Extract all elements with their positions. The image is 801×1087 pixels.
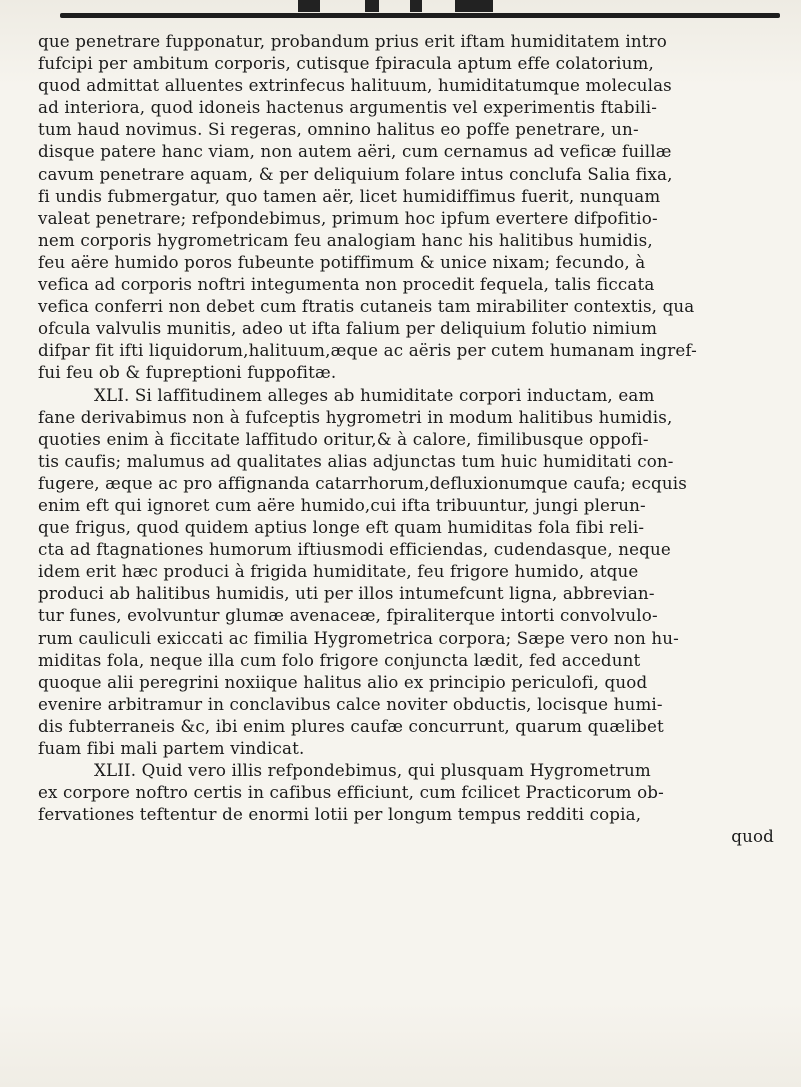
text-line: fuam fibi mali partem vindicat. [38,738,305,758]
section-heading-line: XLII. Quid vero illis refpondebimus, qui plusquam Hygrometrum [94,760,651,781]
text-line: quod admittat alluentes extrinfecus halituum, humiditatumque moleculas [38,75,672,96]
body-text [38,30,790,847]
text-line: fui feu ob & fupreptioni fuppofitæ. [38,362,337,383]
text-line: enim eft qui ignoret cum aëre humido,cui ifta tribuuntur, jungi plerun- [38,494,646,515]
text-line: fufcipi per ambitum corporis, cutisque fpiracula aptum effe colatorium, [38,53,654,74]
text-line: quoties enim à ficcitate laffitudo oritur,& à calore, fimilibusque oppofi- [38,428,649,449]
text-line: tum haud novimus. Si regeras, omnino halitus eo poffe penetrare, un- [38,119,639,140]
cropped-header-glyph [410,0,422,12]
text-line: nem corporis hygrometricam feu analogiam hanc his halitibus humidis, [38,229,653,250]
header-rule [60,13,780,18]
text-line: ex corpore noftro certis in cafibus efficiunt, cum fcilicet Practicorum ob- [38,782,664,803]
text-line: tis caufis; malumus ad qualitates alias adjunctas tum huic humiditati con- [38,450,674,471]
text-line: tur funes, evolvuntur glumæ avenaceæ, fpiraliterque intorti convolvulo- [38,605,658,626]
text-line: que penetrare fupponatur, probandum prius erit iftam humiditatem intro [38,31,667,51]
cropped-header-glyph [455,0,493,12]
text-line: cavum penetrare aquam, & per deliquium folare intus conclufa Salia fixa, [38,163,673,184]
text-line: que frigus, quod quidem aptius longe eft quam humiditas fola fibi reli- [38,517,645,538]
text-line: evenire arbitramur in conclavibus calce noviter obductis, locisque humi- [38,693,663,714]
text-line: cta ad ftagnationes humorum iftiusmodi efficiendas, cudendasque, neque [38,539,671,560]
text-line: quoque alii peregrini noxiique halitus alio ex principio periculofi, quod [38,671,648,692]
cropped-header-glyph [365,0,379,12]
text-line: idem erit hæc produci à frigida humiditate, feu frigore humido, atque [38,561,639,582]
catchword: quod [731,826,774,847]
text-line: produci ab halitibus humidis, uti per illos intumefcunt ligna, abbrevian- [38,583,655,604]
text-line: vefica ad corporis noftri integumenta non procedit fequela, talis ficcata [38,274,655,295]
text-line: valeat penetrare; refpondebimus, primum hoc ipfum evertere difpofitio- [38,207,658,228]
text-line: fi undis fubmergatur, quo tamen aër, licet humidiffimus fuerit, nunquam [38,185,661,206]
section-heading-line: XLI. Si laffitudinem alleges ab humiditate corpori inductam, eam [94,384,655,405]
text-line: feu aëre humido poros fubeunte potiffimum & unice nixam; fecundo, à [38,251,646,272]
text-line: disque patere hanc viam, non autem aëri, cum cernamus ad veficæ fuillæ [38,141,672,162]
text-line: difpar fit ifti liquidorum,halituum,æque ac aëris per cutem humanam ingref- [38,340,697,361]
text-line: miditas fola, neque illa cum folo frigore conjuncta lædit, fed accedunt [38,649,641,670]
text-line: fervationes teftentur de enormi lotii per longum tempus redditi copia, [38,804,642,825]
text-line: dis fubterraneis &c, ibi enim plures caufæ concurrunt, quarum quælibet [38,715,664,736]
cropped-header-glyph [298,0,320,12]
text-line: fugere, æque ac pro affignanda catarrhorum,defluxionumque caufa; ecquis [38,472,687,493]
text-line: ofcula valvulis munitis, adeo ut ifta falium per deliquium folutio nimium [38,318,658,339]
text-line: vefica conferri non debet cum ftratis cutaneis tam mirabiliter contextis, qua [38,296,695,317]
text-line: ad interiora, quod idoneis hactenus argumentis vel experimentis ftabili- [38,97,657,118]
cropped-header-strip [0,0,801,22]
text-line: fane derivabimus non à fufceptis hygrometri in modum halitibus humidis, [38,406,673,427]
text-line: rum cauliculi exiccati ac fimilia Hygrometrica corpora; Sæpe vero non hu- [38,627,679,648]
